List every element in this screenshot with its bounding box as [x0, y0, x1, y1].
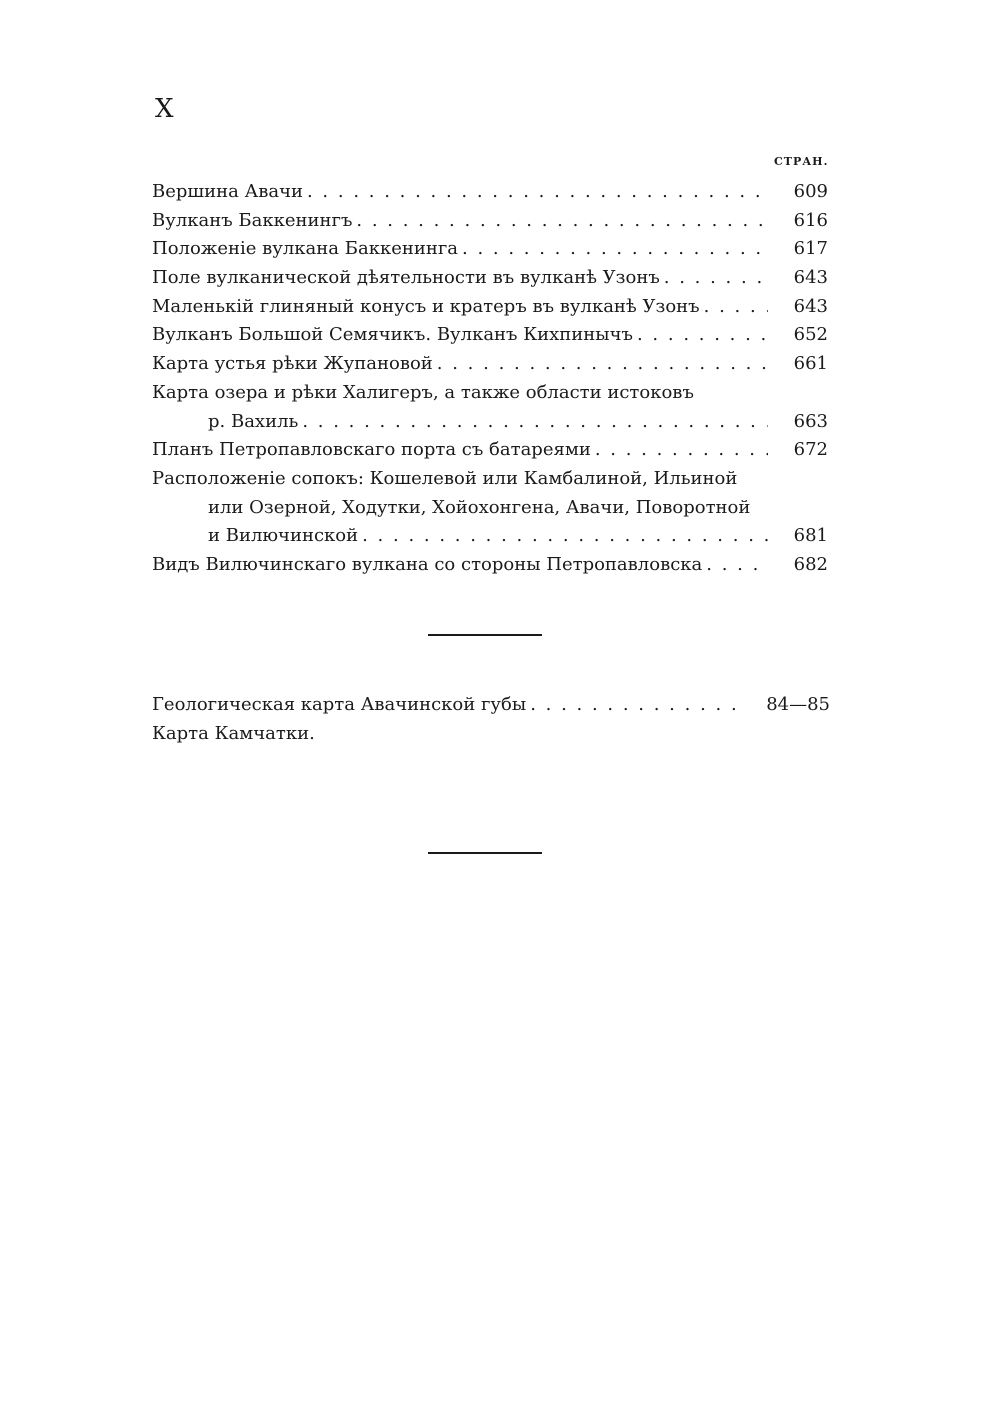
dot-leader — [704, 293, 768, 322]
entry-page: 652 — [793, 324, 828, 346]
dot-leader — [437, 350, 768, 379]
list-item — [152, 465, 828, 494]
dot-leader — [637, 321, 768, 350]
entry-page: 643 — [793, 295, 828, 317]
entry-title-continued: или Озерной, Ходутки, Хойохонгена, Авачи, Поворотной — [208, 496, 751, 518]
list-item — [152, 350, 828, 379]
list-item-continuation — [152, 522, 828, 551]
entry-page: 616 — [793, 209, 828, 231]
entry-title: Видъ Вилючинскаго вулкана со стороны Петропавловска — [152, 553, 703, 575]
dot-leader — [664, 264, 768, 293]
dot-leader — [462, 235, 768, 264]
entry-page: 672 — [793, 439, 828, 461]
column-header-pages: СТРАН. — [774, 155, 829, 168]
map-title: Геологическая карта Авачинской губы — [152, 694, 527, 715]
list-item — [152, 178, 828, 207]
list-item — [152, 720, 830, 749]
entry-page: 682 — [793, 553, 828, 575]
list-item — [152, 235, 828, 264]
dot-leader — [307, 178, 768, 207]
maps-list — [152, 691, 830, 748]
entry-page: 663 — [793, 410, 828, 432]
dot-leader — [362, 522, 768, 551]
list-item — [152, 207, 828, 236]
section-divider — [428, 852, 542, 854]
dot-leader — [595, 436, 768, 465]
entry-title: Планъ Петропавловскаго порта съ батареями — [152, 439, 591, 461]
dot-leader — [356, 207, 768, 236]
entry-title: Карта устья рѣки Жупановой — [152, 353, 433, 375]
entry-title: Маленькій глиняный конусъ и кратеръ въ вулканѣ Узонъ — [152, 295, 700, 317]
entry-page: 643 — [793, 267, 828, 289]
list-item-continuation — [152, 408, 828, 437]
list-item — [152, 436, 828, 465]
map-page: 84—85 — [766, 694, 830, 715]
dot-leader — [706, 551, 768, 580]
entry-title: Поле вулканической дѣятельности въ вулканѣ Узонъ — [152, 267, 660, 289]
list-item — [152, 293, 828, 322]
entry-page: 609 — [793, 181, 828, 202]
list-item — [152, 691, 830, 720]
entry-page: 661 — [793, 353, 828, 375]
list-item — [152, 379, 828, 408]
illustrations-list — [152, 178, 828, 580]
list-item — [152, 264, 828, 293]
entry-title-continued: р. Вахиль — [208, 410, 299, 432]
entry-page: 681 — [793, 525, 828, 547]
entry-title: Вершина Авачи — [152, 181, 303, 202]
entry-title: Положеніе вулкана Баккенинга — [152, 238, 458, 260]
list-item-continuation — [152, 494, 828, 523]
section-divider — [428, 634, 542, 636]
list-item — [152, 321, 828, 350]
entry-title-continued: и Вилючинской — [208, 525, 359, 547]
page-number: X — [155, 94, 175, 124]
entry-title: Расположеніе сопокъ: Кошелевой или Камбалиной, Ильиной — [152, 467, 738, 489]
entry-title: Карта озера и рѣки Халигеръ, а также области истоковъ — [152, 381, 694, 403]
entry-title: Вулканъ Баккенингъ — [152, 209, 353, 231]
entry-page: 617 — [793, 238, 828, 260]
dot-leader — [530, 691, 736, 720]
entry-title: Вулканъ Большой Семячикъ. Вулканъ Кихпинычъ — [152, 324, 633, 346]
list-item — [152, 551, 828, 580]
map-title: Карта Камчатки. — [152, 722, 315, 744]
dot-leader — [302, 408, 768, 437]
